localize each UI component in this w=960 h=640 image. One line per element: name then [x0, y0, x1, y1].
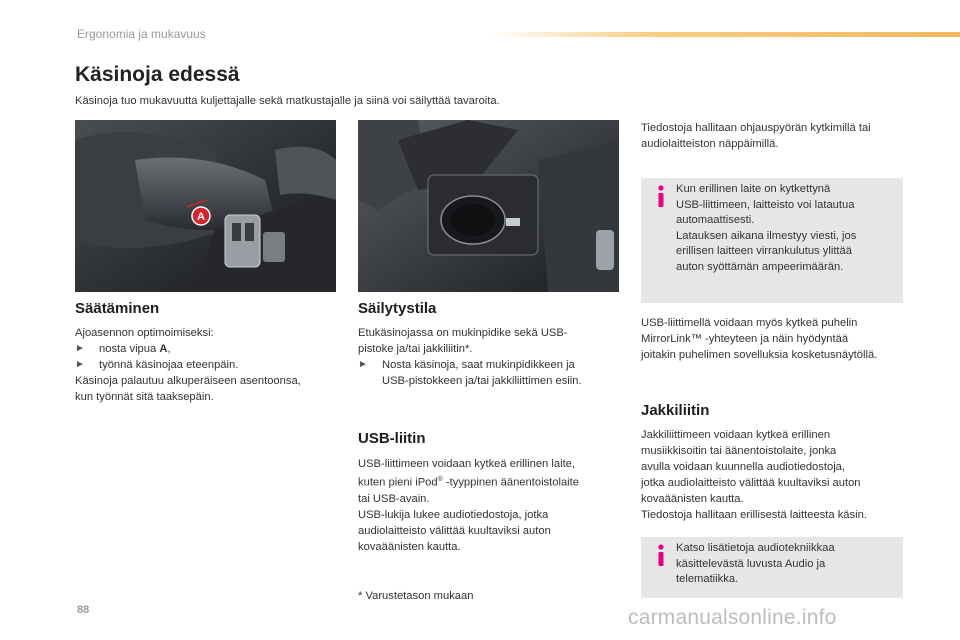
controls-line-2: audiolaitteiston näppäimillä. [641, 138, 779, 150]
controls-line-1: Tiedostoja hallitaan ohjauspyörän kytkimillä tai [641, 122, 871, 134]
usb-line-2 [358, 472, 628, 491]
storage-compartment-photo [358, 120, 619, 292]
lever-label: A [159, 343, 168, 355]
audio-reference-line-3: telematiikka. [676, 573, 739, 585]
charging-info-line-6: auton syöttämän ampeerimäärän. [676, 260, 844, 273]
info-icon [653, 184, 669, 210]
storage-heading: Säilytystila [358, 300, 437, 317]
jack-line-3: avulla voidaan kuunnella audiotiedostoja, [641, 461, 846, 473]
adjust-lead: Ajoasennon optimoimiseksi: [75, 327, 214, 339]
header-accent-bar [488, 32, 960, 37]
charging-info-line-3: automaattisesti. [676, 214, 755, 226]
page-intro: Käsinoja tuo mukavuutta kuljettajalle sekä matkustajalle ja siinä voi säilyttää tavaroita. [75, 95, 500, 107]
bullet-arrow-icon: ► [75, 359, 85, 370]
usb-line-5: audiolaitteisto välittää kuultaviksi auton [358, 524, 551, 537]
page-title: Käsinoja edessä [75, 63, 240, 86]
adjust-body [75, 325, 340, 405]
jack-line-1: Jakkiliittimeen voidaan kytkeä erillinen [641, 429, 831, 441]
callout-a-label: A [197, 211, 205, 223]
jack-body [641, 427, 916, 523]
adjust-bullet-2 [75, 357, 340, 373]
charging-info-text [676, 182, 893, 275]
storage-bullet-line-2: USB-pistokkeen ja/tai jakkiliittimen esiin. [382, 375, 582, 387]
audio-reference-info-box [641, 537, 903, 598]
storage-bullet [358, 357, 628, 373]
adjust-bullet-2-text: työnnä käsinojaa eteenpäin. [99, 359, 239, 371]
storage-line-1: Etukäsinojassa on mukinpidike sekä USB- [358, 327, 568, 339]
controls-paragraph [641, 120, 911, 152]
storage-line-2: pistoke ja/tai jakkiliitin*. [358, 343, 473, 355]
jack-line-5: kovaäänisten kautta. [641, 493, 744, 505]
usb-line-6: kovaäänisten kautta. [358, 540, 461, 553]
watermark: carmanualsonline.info [628, 606, 837, 629]
adjust-bullet-1-text: nosta vipua [99, 343, 160, 355]
page-number: 88 [77, 604, 90, 616]
audio-reference-line-1: Katso lisätietoja audiotekniikkaa [676, 542, 835, 554]
usb-line-2a: kuten pieni iPod [358, 476, 438, 489]
adjust-tail-2: kun työnnät sitä taaksepäin. [75, 391, 214, 403]
armrest-adjust-photo [75, 120, 336, 292]
registered-mark: ® [437, 476, 443, 483]
usb-body [358, 456, 628, 555]
audio-reference-line-2: käsittelevästä luvusta Audio ja [676, 557, 826, 570]
bullet-arrow-icon: ► [358, 359, 368, 370]
adjust-bullet-1-tail: , [167, 343, 171, 355]
mirrorlink-line-3: joitakin puhelimen sovelluksia kosketusnäytöllä. [641, 349, 878, 361]
mirrorlink-line-2: MirrorLink™ -yhteyteen ja näin hyödyntää [641, 333, 849, 345]
usb-line-4: USB-lukija lukee audiotiedostoja, jotka [358, 508, 549, 521]
usb-heading: USB-liitin [358, 430, 426, 447]
storage-body [358, 325, 628, 389]
adjust-heading: Säätäminen [75, 300, 160, 317]
info-icon [653, 543, 669, 569]
usb-line-1: USB-liittimeen voidaan kytkeä erillinen laite, [358, 458, 576, 470]
charging-info-line-2: USB-liittimeen, laitteisto voi latautua [676, 198, 855, 211]
charging-info-line-1: Kun erillinen laite on kytkettynä [676, 183, 831, 195]
mirrorlink-paragraph [641, 315, 916, 363]
mirrorlink-line-1: USB-liittimellä voidaan myös kytkeä puhelin [641, 317, 858, 329]
usb-line-3: tai USB-avain. [358, 492, 430, 505]
jack-line-4: jotka audiolaitteisto välittää kuultaviksi auton [641, 477, 861, 489]
bullet-arrow-icon: ► [75, 343, 85, 354]
audio-reference-text [676, 541, 893, 588]
adjust-tail-1: Käsinoja palautuu alkuperäiseen asentoonsa, [75, 375, 301, 387]
section-label: Ergonomia ja mukavuus [77, 27, 206, 41]
jack-line-6: Tiedostoja hallitaan erillisestä laitteesta käsin. [641, 509, 867, 521]
charging-info-box [641, 178, 903, 303]
jack-line-2: musiikkisoitin tai äänentoistolaite, jonka [641, 445, 837, 457]
usb-line-2b: -tyyppinen äänentoistolaite [442, 476, 580, 489]
charging-info-line-5: erillisen laitteen virrankulutus ylittää [676, 245, 852, 257]
jack-heading: Jakkiliitin [641, 402, 710, 419]
footnote: * Varustetason mukaan [358, 590, 474, 602]
storage-bullet-line-1: Nosta käsinoja, saat mukinpidikkeen ja [382, 359, 575, 371]
charging-info-line-4: Latauksen aikana ilmestyy viesti, jos [676, 229, 857, 242]
adjust-bullet-1 [75, 341, 340, 357]
